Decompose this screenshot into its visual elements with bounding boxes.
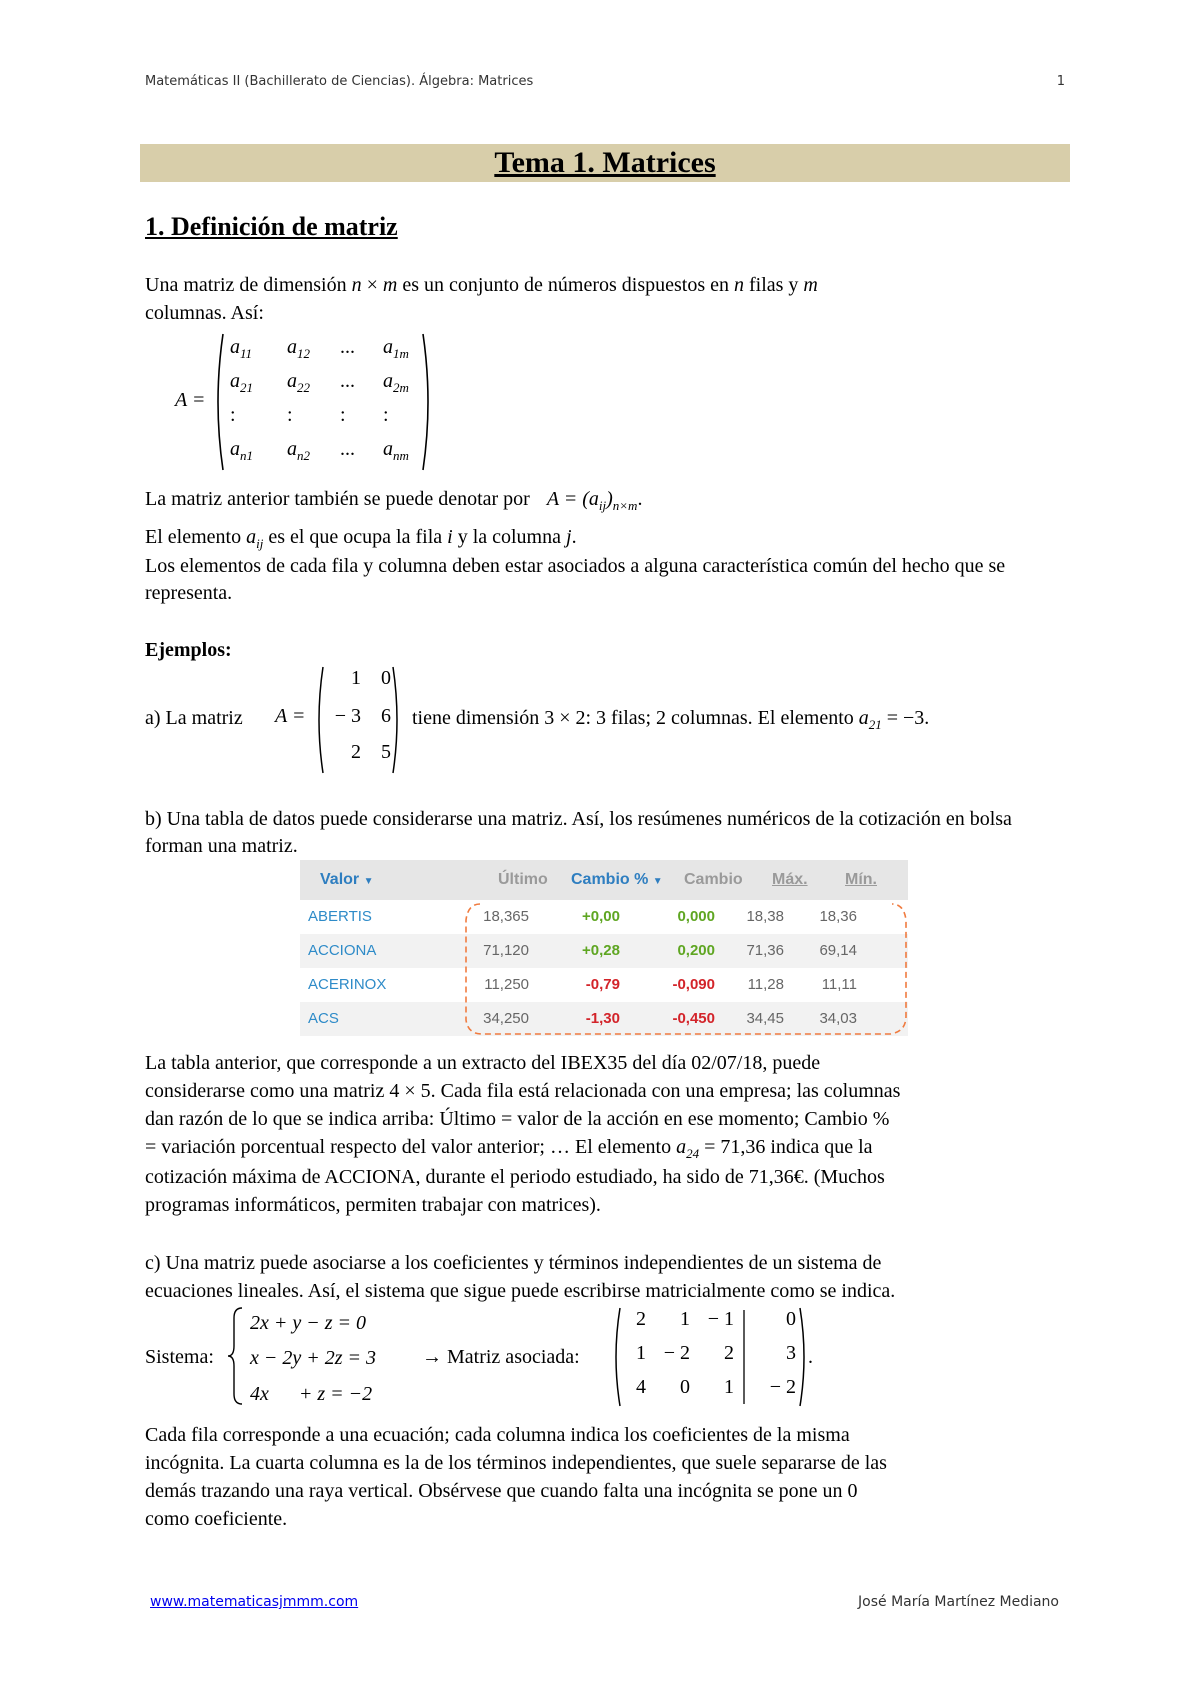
closing-line-2: incógnita. La cuarta columna es la de los términos independientes, que suele separarse de las [145,1452,887,1474]
cell-symbol: a [230,438,240,460]
matrix-cell [230,336,252,362]
element-j: j [566,526,572,548]
example-a-sub: 21 [868,717,882,732]
min-value: 18,36 [819,908,857,925]
section-title: 1. Definición de matriz [145,212,398,241]
company-name[interactable]: ACERINOX [308,976,387,993]
closing-line-1: Cada fila corresponde a una ecuación; cada columna indica los coeficientes de la misma [145,1424,850,1446]
cell-symbol: a [383,370,393,392]
augmented-cell: 3 [786,1342,796,1364]
table-explain-4a: = variación porcentual respecto del valor anterior; … El elemento [145,1136,677,1158]
company-name[interactable]: ACS [308,1010,339,1027]
augmented-matrix [612,1306,812,1408]
cell-subscript: n2 [297,448,310,463]
cell-symbol: ... [340,438,355,460]
cell-subscript: 1m [393,346,409,361]
matrix-cell [383,336,409,362]
intro-text: filas y [743,274,804,296]
augmented-cell: 1 [680,1308,690,1330]
example-a-cell: 2 [351,741,361,763]
matrix-cell [340,404,346,427]
cell-symbol: a [383,438,393,460]
max-value: 34,45 [746,1010,784,1027]
max-value: 11,28 [747,976,784,993]
augmented-cell: − 2 [769,1376,796,1398]
matrix-cell [340,370,355,393]
stock-table [300,860,908,1034]
example-a-desc: tiene dimensión 3 × 2: 3 filas; 2 columnas. El elemento [412,707,859,729]
element-text: y la columna [452,526,566,548]
closing-line-3: demás trazando una raya vertical. Obsérvese que cuando falta una incógnita se pone un 0 [145,1480,858,1502]
cell-subscript: nm [393,448,409,463]
example-a-element: a [858,707,869,729]
highlight-border [466,904,906,1034]
augmented-cell: 4 [636,1376,646,1398]
cell-symbol: a [230,370,240,392]
matrix-label: A = [175,389,206,411]
cell-subscript: 2m [393,380,409,395]
col-valor-label: Valor [320,871,360,888]
table-explain-2: considerarse como una matriz 4 × 5. Cada fila está relacionada con una empresa; las columnas [145,1080,901,1102]
closing-line-4: como coeficiente. [145,1508,288,1530]
sort-down-icon: ▼ [652,876,663,887]
augmented-cell: 0 [786,1308,796,1330]
example-a-cell: 5 [381,741,391,763]
element-text: . [571,526,577,548]
cell-symbol: ... [340,370,355,392]
augmented-cell: − 1 [707,1308,734,1330]
col-min[interactable]: Mín. [845,871,877,888]
title-banner [140,144,1070,182]
matrix-cell [230,370,253,396]
last-value: 11,250 [484,976,529,993]
col-max[interactable]: Máx. [772,871,808,888]
cell-symbol: : [287,404,293,426]
element-sub: ij [256,536,264,551]
change-pct: +0,28 [582,942,620,959]
association-paragraph: Los elementos de cada fila y columna deben estar asociados a alguna característica común del hecho que se representa. [145,555,1006,604]
notation-sub-nm: n×m [612,498,638,513]
cell-symbol: : [383,404,389,426]
cell-symbol: : [230,404,236,426]
equation-3: 4x + z = −2 [250,1383,373,1405]
augmented-cell: 1 [724,1376,734,1398]
cell-symbol: a [230,336,240,358]
augmented-cell: 2 [724,1342,734,1364]
element-i: i [447,526,453,548]
cell-symbol: ... [340,336,355,358]
table-explain-5: cotización máxima de ACCIONA, durante el periodo estudiado, ha sido de 71,36€. (Muchos [145,1166,885,1188]
page-number: 1 [1056,74,1065,89]
cell-symbol: a [383,336,393,358]
table-explain-6: programas informáticos, permiten trabajar con matrices). [145,1194,601,1216]
min-value: 11,11 [821,976,857,993]
var-n: n [733,274,744,296]
notation-expr-main: A = (a [546,488,599,510]
arrow-text: → Matriz asociada: [422,1346,580,1368]
table-explain-1: La tabla anterior, que corresponde a un extracto del IBEX35 del día 02/07/18, puede [145,1052,821,1074]
augmented-cell: − 2 [663,1342,690,1364]
element-text: es el que ocupa la fila [263,526,448,548]
change-value: -0,090 [672,976,715,993]
matrix-cell [340,336,355,359]
table-explain-3: dan razón de lo que se indica arriba: Último = valor de la acción en ese momento; Cambio % [145,1108,890,1130]
matrix-cell [230,404,236,427]
equation-1: 2x + y − z = 0 [250,1312,367,1334]
intro-line-1 [145,272,1070,299]
matrix-cell [383,370,409,396]
notation-line [145,486,1070,519]
header-title: Matemáticas II (Bachillerato de Ciencias). Álgebra: Matrices [145,74,534,89]
matrix-cell [287,404,293,427]
examples-heading: Ejemplos: [145,639,232,661]
col-cambio-pct-label: Cambio % [571,871,649,888]
element-a24: a [676,1136,687,1158]
min-value: 69,14 [819,942,857,959]
system-brace [228,1306,248,1406]
matrix-cell [230,438,253,464]
example-a-cell: 0 [381,667,391,689]
example-a-cell: − 3 [334,705,361,727]
system-label: Sistema: [145,1346,214,1368]
example-b-text: b) Una tabla de datos puede considerarse una matriz. Así, los resúmenes numéricos de la cotización en bolsa forman una matriz. [145,808,1012,857]
cell-subscript: 12 [297,346,310,361]
var-m: m [382,274,398,296]
augmented-cell: 1 [636,1342,646,1364]
cell-subscript: 22 [297,380,310,395]
cell-subscript: n1 [240,448,253,463]
notation-expr: $A = (a_{ij})_{n\times m}$ [546,488,638,513]
cell-subscript: 11 [240,346,253,361]
example-a-value: = −3. [881,707,930,729]
element-a24-sub: 24 [686,1146,700,1161]
augmented-cell: 2 [636,1308,646,1330]
matrix-cell [383,438,409,464]
max-value: 71,36 [746,942,784,959]
table-explain-4b: = 71,36 indica que la [699,1136,873,1158]
example-c-line-1: c) Una matriz puede asociarse a los coeficientes y términos independientes de un sistema de [145,1252,882,1274]
matrix-cell [287,336,310,362]
example-a-text [412,705,1072,738]
cell-symbol: a [287,336,297,358]
last-value: 71,120 [483,942,529,959]
change-pct: -0,79 [585,976,620,993]
example-a-cell: 1 [351,667,361,689]
author-name: José María Martínez Mediano [858,1594,1059,1610]
notation-end: . [637,488,643,510]
intro-line-2: columnas. Así: [145,302,264,324]
cell-symbol: : [340,404,346,426]
change-value: 0,200 [677,942,715,959]
example-a-label: A = [275,705,306,727]
intro-text: Una matriz de dimensión [145,274,352,296]
matrix-cell [340,438,355,461]
col-cambio[interactable]: Cambio [684,871,743,888]
highlight-frame [300,860,908,1034]
page-title: Tema 1. Matrices [494,146,716,179]
notation-text: La matriz anterior también se puede denotar por [145,488,530,510]
sort-down-icon: ▼ [363,876,374,887]
times-sign: × [361,274,383,296]
last-value: 34,250 [483,1010,529,1027]
cell-symbol: a [287,370,297,392]
max-value: 18,38 [746,908,784,925]
var-n: n [351,274,362,296]
element-text: El elemento [145,526,247,548]
matrix-cell [383,404,389,427]
matrix-cell [287,438,310,464]
cell-subscript: 21 [240,380,253,395]
augmented-cell: 0 [680,1376,690,1398]
example-c-line-2: ecuaciones lineales. Así, el sistema que sigue puede escribirse matricialmente como se indica. [145,1280,896,1302]
col-ultimo[interactable]: Último [498,871,548,888]
general-matrix [175,332,435,472]
example-a-prefix: a) La matriz [145,707,243,729]
last-value: 18,365 [483,908,529,925]
change-value: -0,450 [672,1010,715,1027]
equation-2: x − 2y + 2z = 3 [250,1347,377,1369]
min-value: 34,03 [819,1010,857,1027]
intro-text: es un conjunto de números dispuestos en [397,274,734,296]
change-pct: +0,00 [582,908,620,925]
running-header [145,74,1065,89]
example-a-matrix [275,665,415,775]
notation-sub-ij: ij [598,498,607,513]
example-a-cell: 6 [381,705,391,727]
change-pct: -1,30 [585,1010,620,1027]
company-name[interactable]: ABERTIS [308,908,372,925]
system-end: . [808,1346,813,1368]
element-a: a [246,526,257,548]
website-link[interactable]: www.matematicasjmmm.com [150,1594,359,1610]
cell-symbol: a [287,438,297,460]
matrix-cell [287,370,310,396]
table-explain-4 [145,1134,1070,1167]
company-name[interactable]: ACCIONA [308,942,377,959]
var-m: m [803,274,818,296]
change-value: 0,000 [677,908,715,925]
